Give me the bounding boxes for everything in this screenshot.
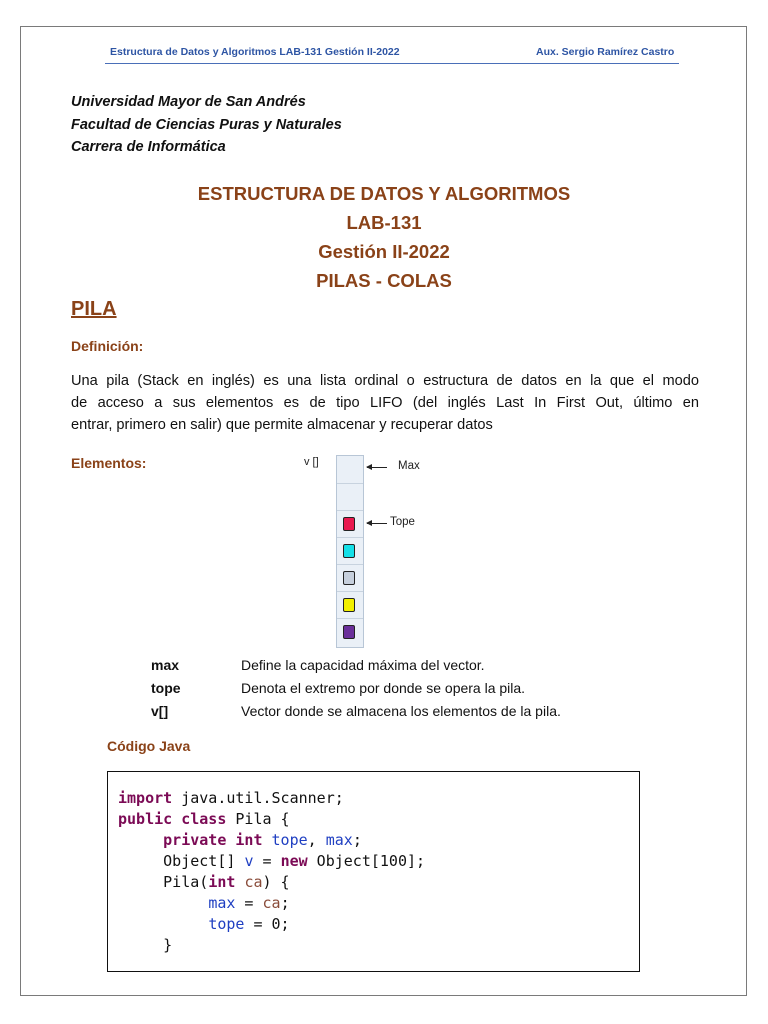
code-text: Pila( xyxy=(163,873,209,891)
running-header-title: Estructura de Datos y Algoritmos LAB-131 Gestión II-2022 xyxy=(110,46,400,58)
code-block xyxy=(107,771,640,972)
code-text: = xyxy=(235,894,263,912)
code-text: = 0; xyxy=(244,915,290,933)
cell-divider xyxy=(337,591,363,592)
definition-line: Una pila (Stack en inglés) es una lista ordinal o estructura de datos en la que el modo xyxy=(71,373,699,389)
code-text: Pila { xyxy=(226,810,290,828)
course-code: LAB-131 xyxy=(346,212,422,233)
tope-arrow-icon xyxy=(367,523,387,524)
field-name: max xyxy=(325,831,353,849)
tope-label: Tope xyxy=(390,516,415,528)
max-arrow-icon xyxy=(367,467,387,468)
section-heading: PILA xyxy=(71,298,117,320)
stack-element-box xyxy=(343,598,355,612)
stack-element-box xyxy=(343,544,355,558)
definition-description: Define la capacidad máxima del vector. xyxy=(241,657,485,673)
code-line xyxy=(118,831,362,849)
definition-term: v[] xyxy=(151,703,169,719)
code-text: = xyxy=(253,852,281,870)
field-name: tope xyxy=(208,915,245,933)
code-line xyxy=(118,852,425,870)
cell-divider xyxy=(337,510,363,511)
header-rule xyxy=(105,63,679,64)
code-text: ; xyxy=(280,894,290,912)
keyword: class xyxy=(181,810,227,828)
document-title: ESTRUCTURA DE DATOS Y ALGORITMOS xyxy=(197,183,571,204)
code-text: , xyxy=(307,831,326,849)
definition-description: Vector donde se almacena los elementos de la pila. xyxy=(241,703,561,719)
stack-element-box xyxy=(343,625,355,639)
definition-line: entrar, primero en salir) que permite almacenar y recuperar datos xyxy=(71,417,493,433)
stack-vector xyxy=(336,455,364,648)
max-label: Max xyxy=(398,460,420,472)
topic-title: PILAS - COLAS xyxy=(316,270,452,291)
keyword: import xyxy=(118,789,173,807)
definition-term: tope xyxy=(151,680,181,696)
code-line xyxy=(118,915,290,933)
cell-divider xyxy=(337,618,363,619)
keyword: new xyxy=(280,852,308,870)
keyword: int xyxy=(235,831,263,849)
code-text: Object[] xyxy=(163,852,245,870)
code-text: java.util.Scanner; xyxy=(172,789,344,807)
cell-divider xyxy=(337,483,363,484)
code-line xyxy=(118,873,290,891)
keyword: int xyxy=(208,873,236,891)
vector-label: v [] xyxy=(304,456,319,468)
code-text: ; xyxy=(352,831,362,849)
definition-term: max xyxy=(151,657,180,673)
definition-line: de acceso a sus elementos es de tipo LIFO (del inglés Last In First Out, último en xyxy=(71,395,699,411)
code-text: ) { xyxy=(262,873,290,891)
running-header-author: Aux. Sergio Ramírez Castro xyxy=(536,46,675,58)
code-heading: Código Java xyxy=(107,738,191,754)
stack-diagram xyxy=(290,448,450,658)
code-line xyxy=(118,894,290,912)
cell-divider xyxy=(337,564,363,565)
code-text: } xyxy=(163,936,173,954)
stack-element-box xyxy=(343,517,355,531)
code-line xyxy=(118,789,344,807)
university-name: Universidad Mayor de San Andrés xyxy=(71,94,306,110)
term: Gestión II-2022 xyxy=(318,241,450,262)
stack-element-box xyxy=(343,571,355,585)
keyword: private xyxy=(163,831,227,849)
definition-paragraph xyxy=(71,370,699,436)
definition-description: Denota el extremo por donde se opera la pila. xyxy=(241,680,526,696)
keyword: public xyxy=(118,810,173,828)
career-name: Carrera de Informática xyxy=(71,139,226,155)
elements-heading: Elementos: xyxy=(71,455,147,471)
code-text: Object[100]; xyxy=(307,852,426,870)
param-name: ca xyxy=(244,873,263,891)
field-name: v xyxy=(244,852,254,870)
code-line xyxy=(118,810,290,828)
field-name: max xyxy=(208,894,236,912)
param-name: ca xyxy=(262,894,281,912)
definition-heading: Definición: xyxy=(71,338,144,354)
code-line xyxy=(118,936,172,954)
cell-divider xyxy=(337,537,363,538)
faculty-name: Facultad de Ciencias Puras y Naturales xyxy=(71,117,342,133)
field-name: tope xyxy=(271,831,308,849)
